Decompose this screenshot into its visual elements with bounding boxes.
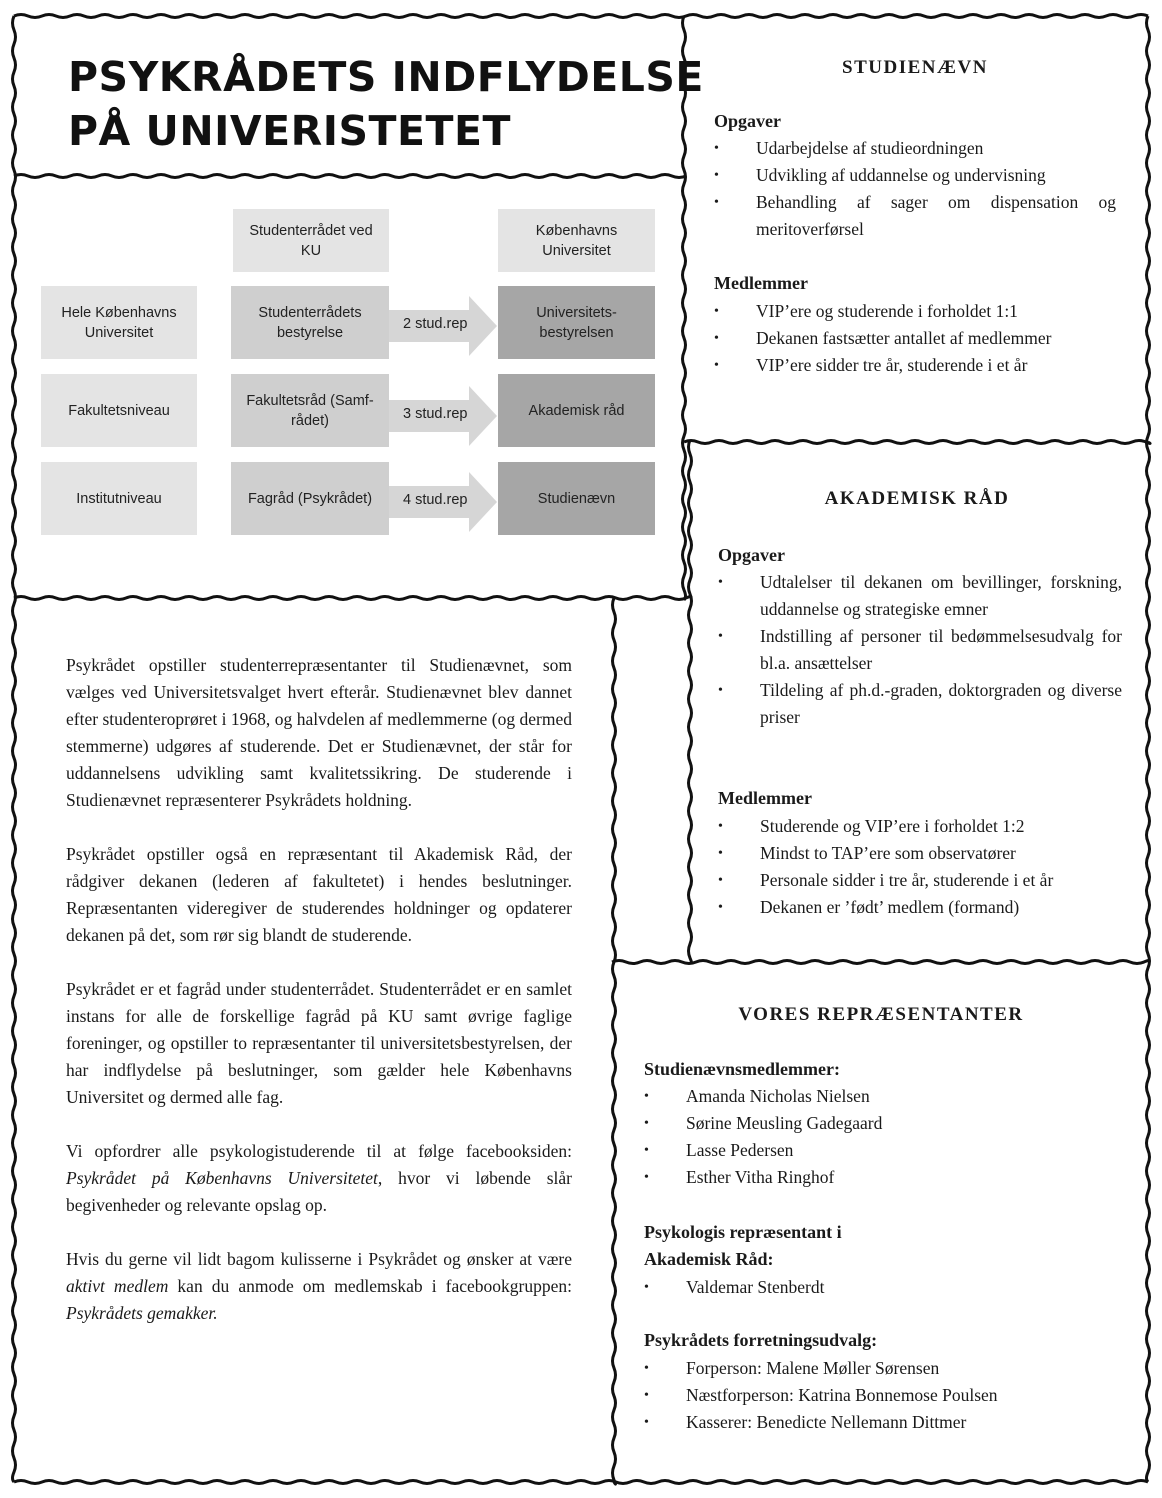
paragraph: Psykrådet opstiller også en repræsentant til Akademisk Råd, der rådgiver dekanen (lederen af fakultetet) i hendes beslutninger. Repræsentanten videregiver de studerendes holdninger og opdaterer dekanen på det, som rør sig blandt de studerende. [66, 844, 572, 945]
facebook-group-name: Psykrådets gemakker. [66, 1303, 218, 1323]
list-item: • VIP’ere sidder tre år, studerende i et år [714, 352, 1116, 379]
executive-committee-list [644, 1355, 1104, 1436]
akademisk-tasks-heading: Opgaver [718, 545, 785, 565]
studienaevn-title: STUDIENÆVN [842, 57, 988, 78]
list-item: • Udtalelser til dekanen om bevillinger, forskning, uddannelse og strategiske emner [718, 569, 1122, 623]
akademisk-members-heading: Medlemmer [718, 788, 812, 808]
akademisk-raad-title: AKADEMISK RÅD [824, 488, 1010, 509]
akademisk-tasks-list [718, 569, 1122, 731]
list-item: • Tildeling af ph.d.-graden, doktorgraden og diverse priser [718, 677, 1122, 731]
list-item: • VIP’ere og studerende i forholdet 1:1 [714, 298, 1116, 325]
list-item: • Studerende og VIP’ere i forholdet 1:2 [718, 813, 1122, 840]
studienaevn-members-heading: Medlemmer [714, 273, 808, 293]
list-item: • Personale sidder i tre år, studerende i et år [718, 867, 1122, 894]
list-item: • Forperson: Malene Møller Sørensen [644, 1355, 1104, 1382]
diagram-university-board: Universitets-bestyrelsen [498, 286, 655, 359]
akademisk-members-list [718, 813, 1122, 921]
diagram-arrow-label: 2 stud.rep [403, 316, 468, 332]
main-body-text [66, 652, 572, 1354]
study-board-members-list [644, 1083, 1084, 1191]
title-line-1: PSYKRÅDETS INDFLYDELSE [68, 53, 704, 101]
diagram-subject-council: Fagråd (Psykrådet) [231, 462, 389, 535]
list-item: • Behandling af sager om dispensation og meritoverførsel [714, 189, 1116, 243]
studienaevn-tasks-heading: Opgaver [714, 111, 781, 131]
list-item: • Udvikling af uddannelse og undervisning [714, 162, 1116, 189]
list-item: • Dekanen er ’født’ medlem (formand) [718, 894, 1122, 921]
academic-council-rep-heading: Psykologis repræsentant i Akademisk Råd: [644, 1222, 842, 1269]
paragraph: Vi opfordrer alle psykologistuderende til at følge facebooksiden: Psykrådet på Københavns Universitetet, hvor vi løbende slår begivenheder og relevante opslag op. [66, 1141, 572, 1215]
diagram-academic-council: Akademisk råd [498, 374, 655, 447]
diagram-level-university: Hele Københavns Universitet [41, 286, 197, 359]
list-item: • Mindst to TAP’ere som observatører [718, 840, 1122, 867]
diagram-faculty-council: Fakultetsråd (Samf-rådet) [231, 374, 389, 447]
diagram-level-faculty: Fakultetsniveau [41, 374, 197, 447]
paragraph: Psykrådet opstiller studenterrepræsentanter til Studienævnet, som vælges ved Universitetsvalget hvert efterår. Studienævnet blev dannet efter studenteroprøret i 1968, og halvdelen af medlemmerne (og dermed stemmerne) udgøres af studerende. Det er Studienævnet, der står for uddannelsens udvikling samt kvalitetssikring. De studerende i Studienævnet repræsenterer Psykrådets holdning. [66, 655, 572, 810]
list-item: • Dekanen fastsætter antallet af medlemmer [714, 325, 1116, 352]
diagram-level-institute: Institutniveau [41, 462, 197, 535]
paragraph: Hvis du gerne vil lidt bagom kulisserne i Psykrådet og ønsker at være aktivt medlem kan du anmode om medlemskab i facebookgruppen: Psykrådets gemakker. [66, 1249, 572, 1323]
diagram-arrow-label: 4 stud.rep [403, 492, 468, 508]
list-item: • Esther Vitha Ringhof [644, 1164, 1084, 1191]
representatives-title: VORES REPRÆSENTANTER [738, 1004, 1024, 1025]
executive-committee-heading: Psykrådets forretningsudvalg: [644, 1330, 878, 1350]
list-item: • Amanda Nicholas Nielsen [644, 1083, 1084, 1110]
paragraph: Psykrådet er et fagråd under studenterrådet. Studenterrådet er en samlet instans for alle de forskellige fagråd på KU samt øvrige faglige foreninger, og opstiller to repræsentanter til universitetsbestyrelsen, der har indflydelse på beslutninger, som gælder hele Københavns Universitet og dermed alle fag. [66, 979, 572, 1107]
list-item: • Kasserer: Benedicte Nellemann Dittmer [644, 1409, 1104, 1436]
studienaevn-tasks-list [714, 135, 1116, 243]
list-item: • Sørine Meusling Gadegaard [644, 1110, 1084, 1137]
list-item: • Lasse Pedersen [644, 1137, 1084, 1164]
list-item: • Valdemar Stenberdt [644, 1274, 1084, 1301]
diagram-student-board: Studenterrådets bestyrelse [231, 286, 389, 359]
academic-council-rep-list [644, 1274, 1084, 1301]
list-item: • Udarbejdelse af studieordningen [714, 135, 1116, 162]
list-item: • Næstforperson: Katrina Bonnemose Poulsen [644, 1382, 1104, 1409]
page-title [68, 50, 704, 158]
list-item: • Indstilling af personer til bedømmelsesudvalg for bl.a. ansættelser [718, 623, 1122, 677]
title-line-2: PÅ UNIVERISTETET [68, 107, 511, 155]
diagram-arrow-label: 3 stud.rep [403, 406, 468, 422]
studienaevn-members-list [714, 298, 1116, 379]
facebook-page-name: Psykrådet på Københavns Universitetet [66, 1168, 378, 1188]
study-board-members-heading: Studienævnsmedlemmer: [644, 1059, 840, 1079]
diagram-header-university: Københavns Universitet [498, 209, 655, 272]
diagram-study-board: Studienævn [498, 462, 655, 535]
diagram-header-student-council: Studenterrådet ved KU [233, 209, 389, 272]
